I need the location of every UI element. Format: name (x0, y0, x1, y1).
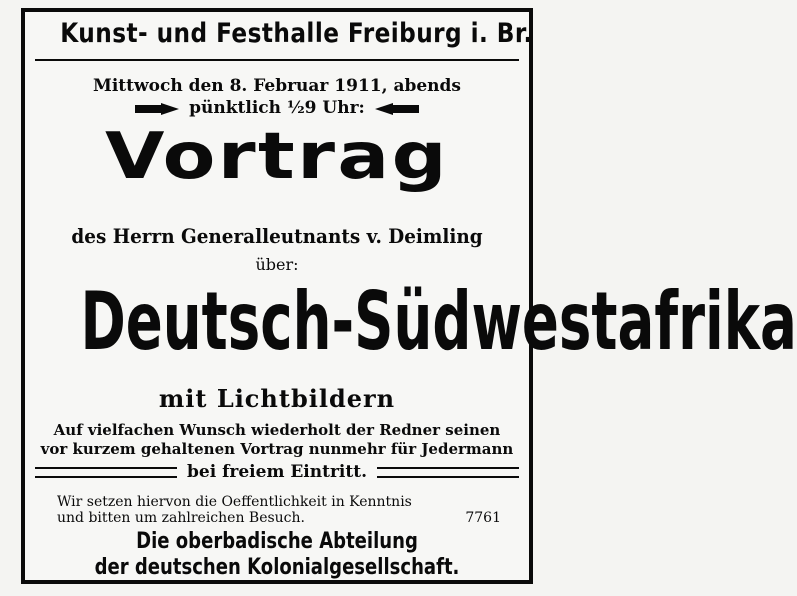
notice-line-2: und bitten um zahlreichen Besuch. (57, 510, 305, 526)
date-line: Mittwoch den 8. Februar 1911, abends (93, 76, 461, 96)
admission-text: bei freiem Eintritt. (187, 462, 368, 482)
header-divider (35, 59, 519, 61)
admission-row (35, 460, 519, 484)
time-row (25, 98, 529, 118)
pointing-hand-right-icon (135, 103, 179, 115)
headline: Vortrag (104, 120, 450, 194)
ad-number: 7761 (465, 510, 501, 526)
subtitle: mit Lichtbildern (158, 384, 396, 413)
double-rule-left (35, 467, 177, 478)
time-line: pünktlich ½9 Uhr: (189, 98, 365, 118)
signature-line-1: Die oberbadische Abteilung (136, 529, 418, 554)
about-label: über: (255, 255, 299, 274)
topic-title: Deutsch-Südwestafrika (80, 274, 797, 369)
double-rule-right (377, 467, 519, 478)
notice-line-1: Wir setzen hiervon die Oeffentlichkeit in Kenntnis (57, 494, 412, 510)
speaker-line: des Herrn Generalleutnants v. Deimling (71, 224, 483, 248)
advertisement-frame (21, 8, 797, 584)
body-line-1: Auf vielfachen Wunsch wiederholt der Redner seinen (53, 421, 501, 439)
header-title: Kunst- und Festhalle Freiburg i. Br. (60, 18, 533, 49)
pointing-hand-left-icon (375, 103, 419, 115)
body-line-2: vor kurzem gehaltenen Vortrag nunmehr für Jedermann (40, 440, 514, 458)
signature-line-2: der deutschen Kolonialgesellschaft. (94, 555, 460, 580)
